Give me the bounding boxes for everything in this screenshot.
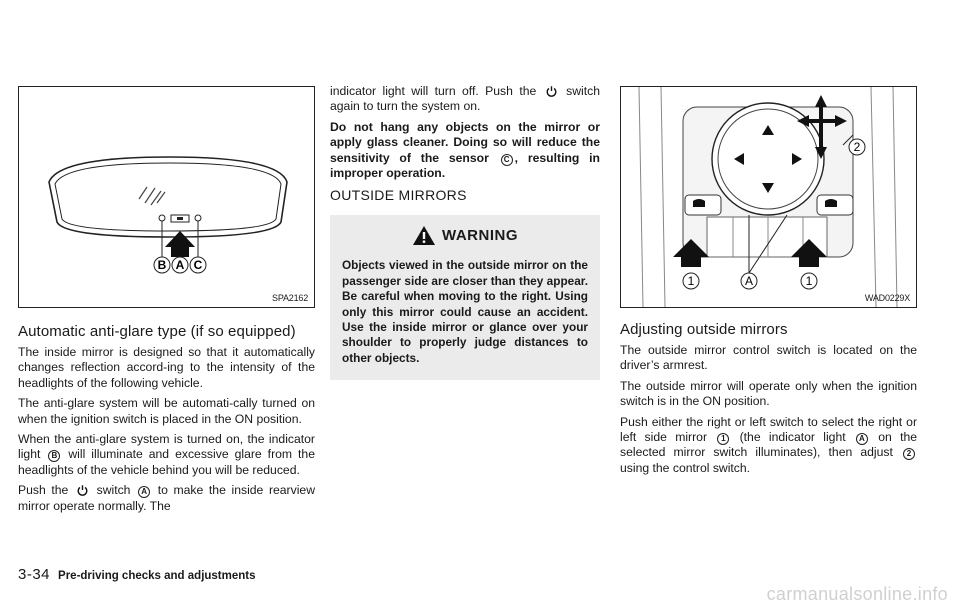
- figure-label-c: C: [193, 258, 203, 272]
- ref-label-a: A: [856, 433, 868, 445]
- middle-column: [330, 84, 600, 380]
- figure-code: WAD0229X: [864, 293, 910, 303]
- figure-label-b: B: [157, 258, 167, 272]
- chapter-title: Pre-driving checks and adjustments: [58, 570, 256, 582]
- power-icon: [545, 85, 558, 97]
- page-number: 3-34: [18, 566, 51, 583]
- paragraph: When the anti-glare system is turned on, the indicator light B will illuminate and excessive glare from the headlights of the vehicle behind you will be reduced.: [18, 432, 315, 477]
- ref-label-a: A: [138, 486, 150, 498]
- warning-text: Objects viewed in the outside mirror on the passenger side are closer than they appear. Be careful when moving to the right. Using only this mirror could cause an accident. Use the inside mirror or glance over your shoulder to properly judge distances to other objects.: [342, 258, 588, 365]
- section-heading-outside-mirrors: OUTSIDE MIRRORS: [330, 187, 467, 204]
- caution-paragraph: Do not hang any objects on the mirror or apply glass cleaner. Doing so will reduce the sensitivity of the sensor C , resulting in improper operation.: [330, 119, 600, 181]
- figure-code: SPA2162: [272, 293, 308, 303]
- warning-triangle-icon: [412, 225, 436, 246]
- power-icon: [76, 484, 89, 496]
- warning-header: [342, 225, 588, 246]
- paragraph: indicator light will turn off. Push the switch again to turn the system on.: [330, 84, 600, 114]
- warning-title: WARNING: [442, 227, 518, 245]
- section-heading-anti-glare: Automatic anti-glare type (if so equipped): [18, 323, 296, 340]
- paragraph: The anti-glare system will be automati-cally turned on when the ignition switch is placed in the ON position.: [18, 396, 315, 426]
- right-column: [620, 86, 917, 481]
- ref-label-2: 2: [903, 448, 915, 460]
- paragraph: The outside mirror will operate only when the ignition switch is in the ON position.: [620, 378, 917, 409]
- ref-label-c: C: [501, 154, 513, 166]
- warning-box: [330, 215, 600, 380]
- figure-label-1-left: 1: [687, 274, 695, 288]
- ref-label-b: B: [48, 450, 60, 462]
- paragraph: Push the switch A to make the inside rearview mirror operate normally. The: [18, 483, 315, 513]
- figure-label-a: A: [175, 258, 185, 272]
- section-heading-adjusting: Adjusting outside mirrors: [620, 321, 788, 338]
- mirror-control-figure: [620, 86, 917, 308]
- left-column: [18, 86, 315, 519]
- ref-label-1: 1: [717, 433, 729, 445]
- paragraph: Push either the right or left switch to select the right or left side mirror 1 (the indicator light A on the selected mirror switch illuminates), then adjust 2 using the control switch.: [620, 414, 918, 475]
- rearview-mirror-figure: [18, 86, 315, 308]
- figure-label-1-right: 1: [805, 274, 813, 288]
- rearview-mirror-illustration: [19, 87, 314, 307]
- paragraph: The outside mirror control switch is located on the driver’s armrest.: [620, 343, 917, 373]
- figure-label-2: 2: [853, 140, 861, 154]
- watermark: carmanualsonline.info: [766, 584, 948, 604]
- paragraph: The inside mirror is designed so that it automatically changes reflection accord-ing to the intensity of the headlights of the following vehicle.: [18, 345, 315, 390]
- figure-label-a: A: [744, 274, 754, 288]
- mirror-control-illustration: [621, 87, 916, 307]
- page-footer: [18, 566, 256, 583]
